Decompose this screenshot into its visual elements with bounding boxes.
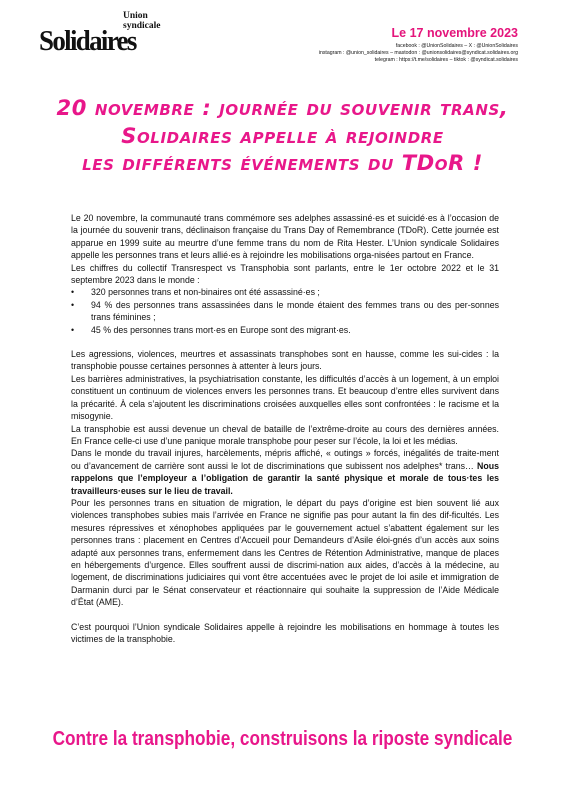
header-info xyxy=(319,26,518,64)
paragraph-violence: Les agressions, violences, meurtres et assassinats transphobes sont en hausse, comme les sui-cides : la transphobie pousse certaines personnes à attenter à leurs jours. xyxy=(71,349,499,372)
bullet-icon: • xyxy=(71,324,75,335)
bullet-icon: • xyxy=(71,299,75,310)
article-body xyxy=(71,212,499,645)
figures-list xyxy=(71,286,499,336)
footer-slogan: Contre la transphobie, construisons la riposte syndicale xyxy=(52,728,513,750)
bullet-icon: • xyxy=(71,287,75,298)
logo-union-syndicale: Union syndicale xyxy=(123,11,161,31)
paragraph-barriers: Les barrières administratives, la psychiatrisation constante, les difficultés d’accès à un logement, à un emploi constituent un continuum de violences envers les personnes trans. Et beaucoup d’entre elles survivent dans la précarité. À cela s’ajoutent les discriminations croisées auxquelles elles sont confrontées : le racisme et la misogynie. xyxy=(71,373,499,422)
social-line-3: telegram : https://t.me/solidaires – tiktok : @syndicat.solidaires xyxy=(374,57,518,64)
list-item: • 320 personnes trans et non-binaires ont été assassiné·es ; xyxy=(71,287,320,298)
paragraph-work: Dans le monde du travail injures, harcèlements, mépris affiché, « outings » forcés, inégalités de traite-ment ou d’avancement de carrière sont aussi le lot de discriminations que subissent nos adelphes* trans… Nous rappelons que l’employeur a l’obligation de garantir la santé physique et morale de tous·tes les travailleurs·euses sur le lieu de travail. xyxy=(71,448,499,496)
paragraph-migration: Pour les personnes trans en situation de migration, le départ du pays d’origine est bien souvent lié aux violences transphobes subies mais l’arrivée en France ne signifie pas pour autant la fin des dif-ficultés. Les mesures répressives et xénophobes appliquées par le gouvernement actuel s’abattent également sur les personnes trans : placement en Centres d’Accueil pour Demandeurs d’Asile éloi-gnés d’un accès aux soins adapté aux personnes trans, enfermement dans les Centres de Rétention Administrative, manque de places en hébergements d’urgence. Elles souffrent aussi de discrimi-nation aux aides, d’accès à la médecine, au logement, de discriminations judiciaires qui vont être accentuées avec le projet de loi asile et immigration de Darmanin durci par le Sénat conservateur et réactionnaire qui souhaite la suppression de l’Aide Médicale d’État (AME). xyxy=(71,497,499,608)
title-line-2: Solidaires appelle à rejoindre xyxy=(121,123,444,148)
paragraph-call: C’est pourquoi l’Union syndicale Solidaires appelle à rejoindre les mobilisations en hommage à toutes les victimes de la transphobie. xyxy=(71,621,499,644)
solidaires-logo xyxy=(39,8,189,68)
list-item: • 94 % des personnes trans assassinées dans le monde étaient des femmes trans ou des per-sonnes trans féminines ; xyxy=(71,299,499,323)
employer-obligation: Nous rappelons que l’employeur a l’obligation de garantir la santé physique et morale de tous·tes les travailleurs·euses sur le lieu de travail. xyxy=(71,460,499,496)
paragraph-far-right: La transphobie est aussi devenue un cheval de bataille de l’extrême-droite au cours des dernières années. En France celle-ci use d’une panique morale transphobe pour peser sur l’école, la loi et les médias. xyxy=(71,423,499,446)
title-line-3: les différents événements du TDoR ! xyxy=(82,151,483,175)
title-line-1: 20 novembre : journée du souvenir trans, xyxy=(56,96,509,120)
social-line-2: instagram : @union_solidaires – mastodon : @unionsolidaires@syndicat.solidaires.org xyxy=(318,50,518,57)
social-line-1: facebook : @UnionSolidaires – X : @UnionSolidaires xyxy=(395,43,518,49)
list-item: • 45 % des personnes trans mort·es en Europe sont des migrant·es. xyxy=(71,324,351,335)
paragraph-figures: Les chiffres du collectif Transrespect vs Transphobia sont parlants, entre le 1er octobre 2022 et le 31 septembre 2023 dans le monde : xyxy=(71,262,499,286)
paragraph-intro: Le 20 novembre, la communauté trans commémore ses adelphes assassiné·es et suicidé·es à l’occasion de la journée du souvenir trans, déclinaison française du Trans Day of Remembrance (TDoR). Cette journée est apparue en 1999 suite au meurtre d’une femme trans du nom de Rita Hester. L’Union syndicale Solidaires appelle les personnes trans et leurs allié·es à rejoindre les mobilisations orga-nisées partout en France. xyxy=(71,213,499,261)
document-date: Le 17 novembre 2023 xyxy=(391,26,518,40)
page-title xyxy=(0,95,565,178)
logo-wordmark: Solidaires xyxy=(39,25,136,57)
